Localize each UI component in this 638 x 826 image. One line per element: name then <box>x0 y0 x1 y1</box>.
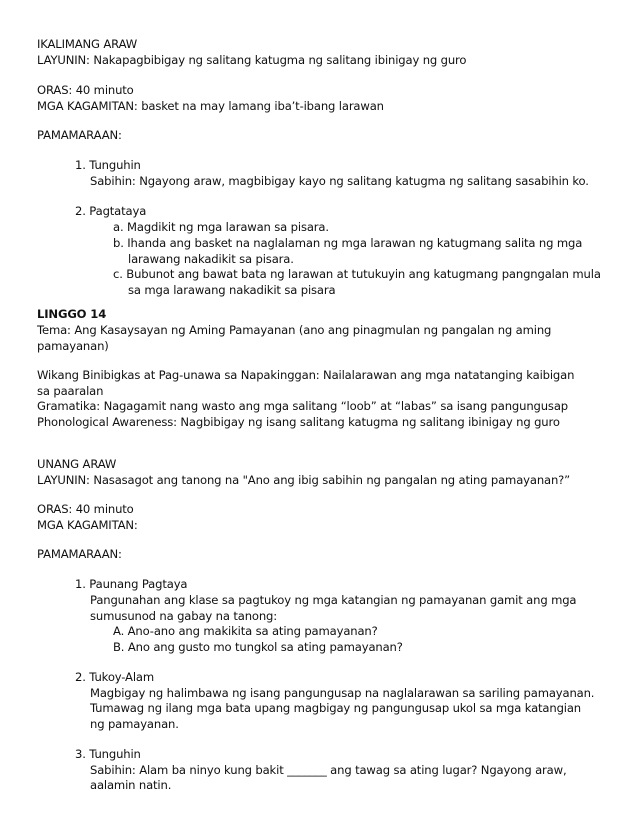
day1-step1-text-line2: sumusunod na gabay na tanong: <box>90 609 278 623</box>
day1-step3-text-line2: aalamin natin. <box>90 778 172 792</box>
day5-step2-title: 2. Pagtataya <box>75 204 147 218</box>
day1-step1-text-line1: Pangunahan ang klase sa pagtukoy ng mga katangian ng pamayanan gamit ang mga <box>90 593 577 607</box>
day5-kagamitan: MGA KAGAMITAN: basket na may lamang iba’t-ibang larawan <box>37 99 384 113</box>
week14-tema-line2: pamayanan) <box>37 339 109 353</box>
day5-layunin: LAYUNIN: Nakapagbibigay ng salitang katugma ng salitang ibinigay ng guro <box>37 53 467 67</box>
week14-wika-line1: Wikang Binibigkas at Pag-unawa sa Napakinggan: Nailalarawan ang mga natatanging kaibigan <box>37 368 575 382</box>
day5-step2-b-line1: b. Ihanda ang basket na naglalaman ng mga larawan ng katugmang salita ng mga <box>113 236 583 250</box>
day1-oras: ORAS: 40 minuto <box>37 502 134 516</box>
day1-pamamaraan: PAMAMARAAN: <box>37 547 122 561</box>
day1-step2-title: 2. Tukoy-Alam <box>75 670 154 684</box>
day5-step1-title: 1. Tunguhin <box>75 158 141 172</box>
day1-kagamitan: MGA KAGAMITAN: <box>37 518 138 532</box>
day5-step2-a: a. Magdikit ng mga larawan sa pisara. <box>113 220 329 234</box>
week14-heading: LINGGO 14 <box>37 307 107 321</box>
day5-oras: ORAS: 40 minuto <box>37 83 134 97</box>
day1-step1-title: 1. Paunang Pagtaya <box>75 577 188 591</box>
day1-step3-title: 3. Tunguhin <box>75 747 141 761</box>
day5-pamamaraan: PAMAMARAAN: <box>37 128 122 142</box>
day1-layunin: LAYUNIN: Nasasagot ang tanong na "Ano ang ibig sabihin ng pangalan ng ating pamayanan?” <box>37 473 571 487</box>
day5-step2-b-line2: larawang nakadikit sa pisara. <box>128 252 294 266</box>
week14-wika-line2: sa paaralan <box>37 384 104 398</box>
day1-step1-question-a: A. Ano-ano ang makikita sa ating pamayanan? <box>113 624 378 638</box>
day1-step2-text-line1: Magbigay ng halimbawa ng isang pangungusap na naglalarawan sa sariling pamayanan. <box>90 686 595 700</box>
week14-gramatika: Gramatika: Nagagamit nang wasto ang mga salitang “loob” at “labas” sa isang pangungusap <box>37 399 568 413</box>
day1-step2-text-line2: Tumawag ng ilang mga bata upang magbigay ng pangungusap ukol sa mga katangian <box>90 701 581 715</box>
day1-step2-text-line3: ng pamayanan. <box>90 717 179 731</box>
day1-step1-question-b: B. Ano ang gusto mo tungkol sa ating pamayanan? <box>113 640 403 654</box>
week14-tema-line1: Tema: Ang Kasaysayan ng Aming Pamayanan (ano ang pinagmulan ng pangalan ng aming <box>37 323 552 337</box>
day1-heading: UNANG ARAW <box>37 457 117 471</box>
day5-step1-text: Sabihin: Ngayong araw, magbibigay kayo ng salitang katugma ng salitang sasabihin ko. <box>90 174 589 188</box>
day5-step2-c-line2: sa mga larawang nakadikit sa pisara <box>128 283 336 297</box>
day1-step3-text-line1: Sabihin: Alam ba ninyo kung bakit _______ ang tawag sa ating lugar? Ngayong araw, <box>90 763 567 777</box>
day5-step2-c-line1: c. Bubunot ang bawat bata ng larawan at tutukuyin ang katugmang pangngalan mula <box>113 267 601 281</box>
week14-phonological: Phonological Awareness: Nagbibigay ng isang salitang katugma ng salitang ibinigay ng guro <box>37 415 560 429</box>
day5-heading: IKALIMANG ARAW <box>37 37 138 51</box>
